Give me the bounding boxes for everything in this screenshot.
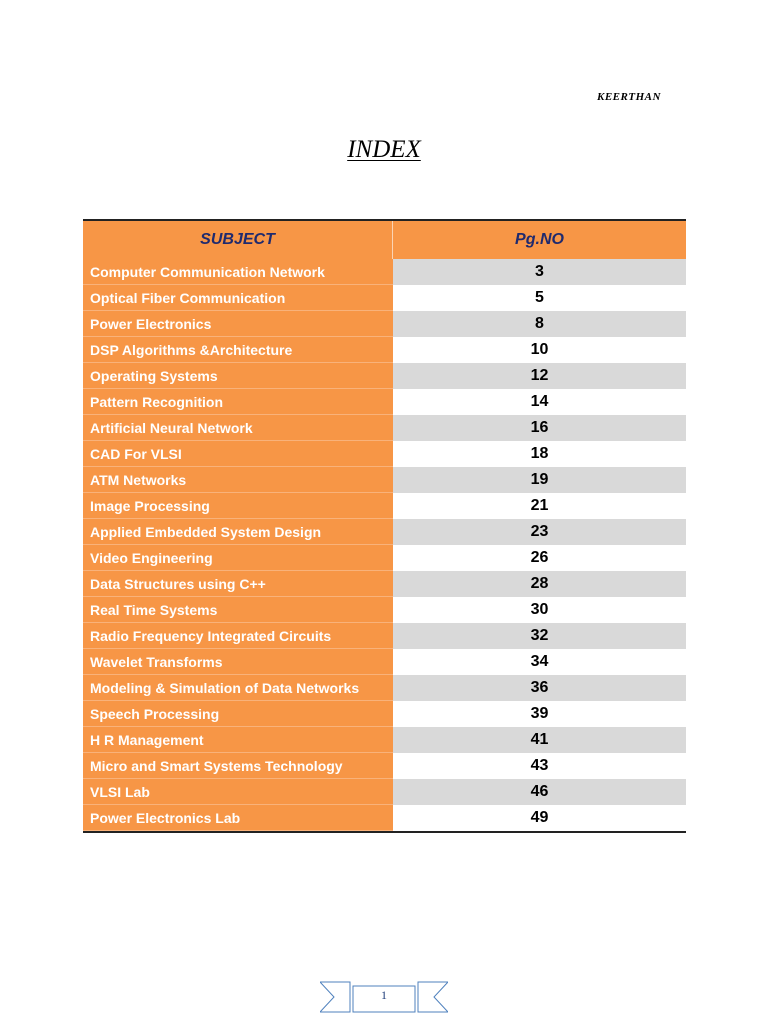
page-number-cell: 3: [393, 259, 686, 285]
page-number-cell: 19: [393, 467, 686, 493]
page-number-cell: 10: [393, 337, 686, 363]
index-table: [83, 219, 686, 833]
table-row: [83, 415, 686, 441]
table-row: [83, 311, 686, 337]
table-row: [83, 285, 686, 311]
table-body: [83, 259, 686, 831]
page-number-cell: 30: [393, 597, 686, 623]
page-number-cell: 26: [393, 545, 686, 571]
table-header-row: [83, 221, 686, 259]
subject-cell: Operating Systems: [83, 363, 393, 389]
subject-cell: Micro and Smart Systems Technology: [83, 753, 393, 779]
table-row: [83, 727, 686, 753]
page-number-cell: 41: [393, 727, 686, 753]
page-number-cell: 16: [393, 415, 686, 441]
page-number-cell: 39: [393, 701, 686, 727]
subject-cell: ATM Networks: [83, 467, 393, 493]
subject-cell: H R Management: [83, 727, 393, 753]
subject-cell: DSP Algorithms &Architecture: [83, 337, 393, 363]
page-number-cell: 34: [393, 649, 686, 675]
subject-cell: Artificial Neural Network: [83, 415, 393, 441]
subject-cell: Image Processing: [83, 493, 393, 519]
table-row: [83, 519, 686, 545]
page-number: 1: [381, 988, 387, 1002]
table-row: [83, 597, 686, 623]
subject-cell: Real Time Systems: [83, 597, 393, 623]
subject-cell: Computer Communication Network: [83, 259, 393, 285]
page-number-cell: 14: [393, 389, 686, 415]
page-number-cell: 23: [393, 519, 686, 545]
author-name: KEERTHAN: [597, 91, 661, 103]
page-number-cell: 8: [393, 311, 686, 337]
table-row: [83, 493, 686, 519]
table-row: [83, 675, 686, 701]
subject-cell: Modeling & Simulation of Data Networks: [83, 675, 393, 701]
table-row: [83, 623, 686, 649]
page-number-cell: 21: [393, 493, 686, 519]
subject-cell: Applied Embedded System Design: [83, 519, 393, 545]
page-number-cell: 5: [393, 285, 686, 311]
page-number-cell: 49: [393, 805, 686, 831]
page-title: INDEX: [347, 136, 421, 163]
subject-cell: Power Electronics: [83, 311, 393, 337]
page-number-cell: 32: [393, 623, 686, 649]
table-row: [83, 363, 686, 389]
subject-cell: Video Engineering: [83, 545, 393, 571]
subject-column-header: SUBJECT: [83, 221, 393, 259]
subject-cell: Pattern Recognition: [83, 389, 393, 415]
page-number-cell: 36: [393, 675, 686, 701]
table-row: [83, 649, 686, 675]
page-number-column-header: Pg.NO: [393, 221, 686, 259]
table-row: [83, 441, 686, 467]
subject-cell: Data Structures using C++: [83, 571, 393, 597]
page-number-cell: 18: [393, 441, 686, 467]
table-row: [83, 545, 686, 571]
page-number-cell: 43: [393, 753, 686, 779]
table-row: [83, 259, 686, 285]
subject-cell: Radio Frequency Integrated Circuits: [83, 623, 393, 649]
table-row: [83, 805, 686, 831]
page-number-cell: 28: [393, 571, 686, 597]
table-row: [83, 753, 686, 779]
table-row: [83, 779, 686, 805]
subject-cell: Wavelet Transforms: [83, 649, 393, 675]
subject-cell: CAD For VLSI: [83, 441, 393, 467]
subject-cell: Power Electronics Lab: [83, 805, 393, 831]
page-number-footer: [320, 980, 448, 1014]
table-row: [83, 701, 686, 727]
page-number-cell: 12: [393, 363, 686, 389]
subject-cell: VLSI Lab: [83, 779, 393, 805]
subject-cell: Optical Fiber Communication: [83, 285, 393, 311]
table-row: [83, 467, 686, 493]
table-row: [83, 389, 686, 415]
table-row: [83, 571, 686, 597]
subject-cell: Speech Processing: [83, 701, 393, 727]
page-number-cell: 46: [393, 779, 686, 805]
table-row: [83, 337, 686, 363]
